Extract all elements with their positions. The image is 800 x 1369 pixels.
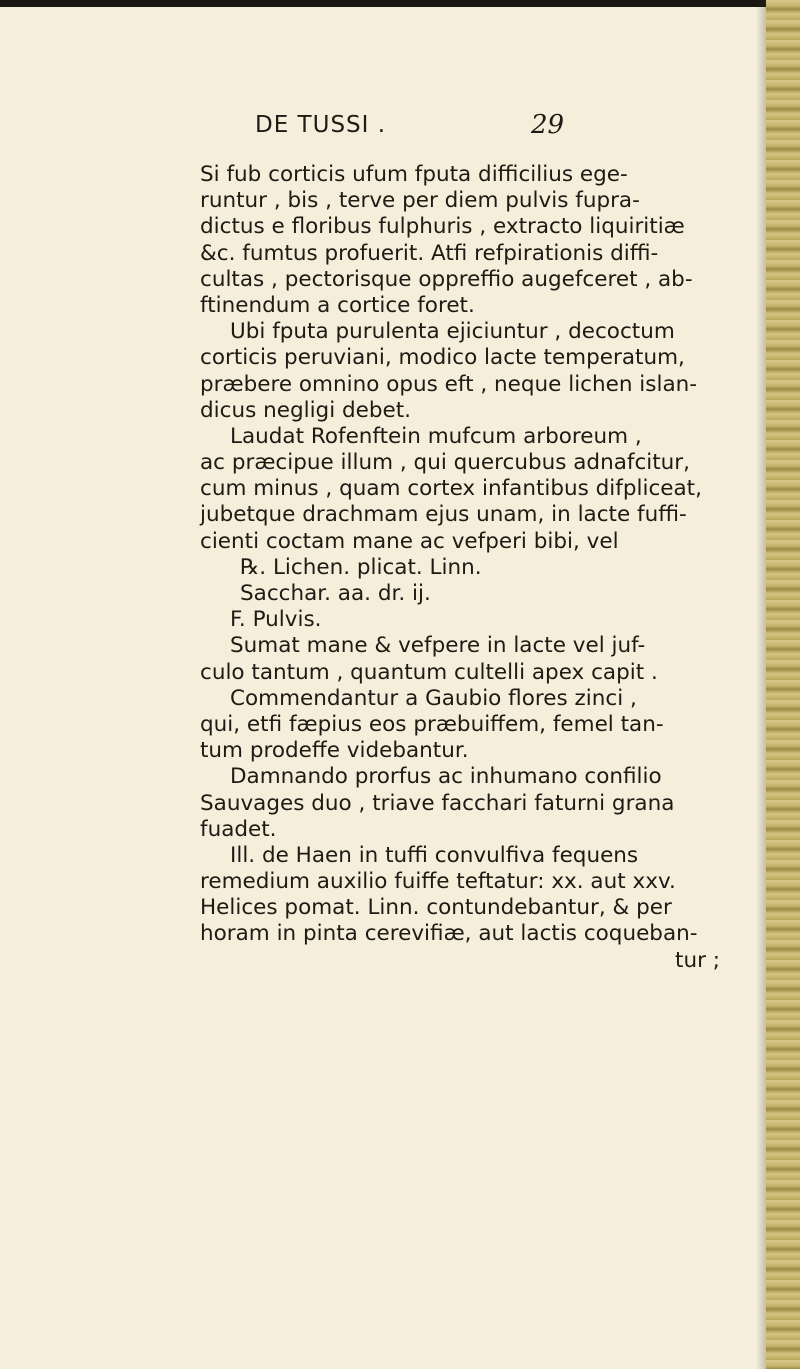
text-line: cultas , pectorisque oppreffio augefceret , ab- xyxy=(200,266,693,292)
text-line: dictus e floribus fulphuris , extracto liquiritiæ xyxy=(200,214,685,240)
text-line: runtur , bis , terve per diem pulvis fupra- xyxy=(200,188,640,214)
page-edge-shadow xyxy=(756,0,766,1369)
text-line: dicus negligi debet. xyxy=(200,397,412,423)
top-border xyxy=(0,0,800,7)
text-line: qui, etfi fæpius eos præbuiffem, femel tan- xyxy=(200,711,664,737)
text-line: Sauvages duo , triave facchari faturni grana xyxy=(200,790,675,816)
text-line: Damnando prorfus ac inhumano confilio xyxy=(230,764,662,790)
prescription-line: ℞. Lichen. plicat. Linn. xyxy=(240,554,482,580)
text-line: Helices pomat. Linn. contundebantur, & per xyxy=(200,895,672,921)
text-line: tur ; xyxy=(675,947,720,973)
text-line: ftinendum a cortice foret. xyxy=(200,292,475,318)
text-line: tum prodeffe videbantur. xyxy=(200,738,469,764)
text-line: horam in pinta cerevifiæ, aut lactis coqueban- xyxy=(200,921,698,947)
text-line: præbere omnino opus eft , neque lichen islan- xyxy=(200,371,698,397)
text-line: Laudat Rofenftein mufcum arboreum , xyxy=(230,423,642,449)
text-line: &c. fumtus profuerit. Atfi refpirationis diffi- xyxy=(200,240,659,266)
text-line: jubetque drachmam ejus unam, in lacte fuffi- xyxy=(200,502,687,528)
text-line: culo tantum , quantum cultelli apex capit . xyxy=(200,659,658,685)
prescription-line: F. Pulvis. xyxy=(230,607,322,633)
text-line: cum minus , quam cortex infantibus difpliceat, xyxy=(200,476,702,502)
text-line: Commendantur a Gaubio flores zinci , xyxy=(230,685,637,711)
text-line: Sumat mane & vefpere in lacte vel juf- xyxy=(230,633,646,659)
text-line: corticis peruviani, modico lacte temperatum, xyxy=(200,345,685,371)
page-number: 29 xyxy=(531,110,565,140)
text-line: remedium auxilio fuiffe teftatur: xx. aut xxv. xyxy=(200,869,676,895)
text-line: fuadet. xyxy=(200,816,277,842)
text-line: cienti coctam mane ac vefperi bibi, vel xyxy=(200,528,619,554)
text-line: Ill. de Haen in tuffi convulfiva fequens xyxy=(230,842,639,868)
body-text xyxy=(200,162,730,974)
running-head: DE TUSSI . xyxy=(255,112,387,138)
prescription-line: Sacchar. aa. dr. ij. xyxy=(240,581,431,606)
page-fore-edge xyxy=(766,0,800,1369)
text-line: ac præcipue illum , qui quercubus adnafcitur, xyxy=(200,450,690,476)
text-line: Ubi fputa purulenta ejiciuntur , decoctum xyxy=(230,319,675,345)
text-line: Si fub corticis ufum fputa difficilius ege- xyxy=(200,162,628,187)
